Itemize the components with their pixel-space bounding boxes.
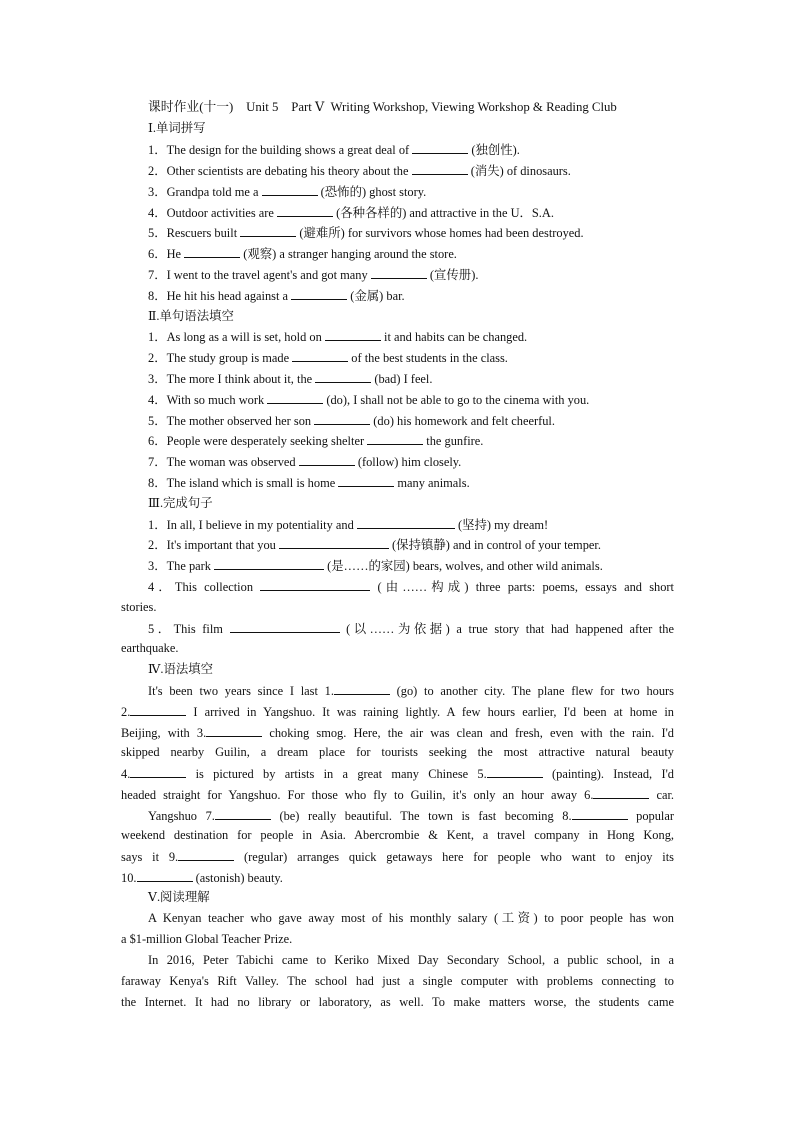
reading-line: the Internet. It had no library or laboratory, as well. To make matters worse, the students came <box>121 995 674 1009</box>
answer-blank[interactable] <box>178 848 234 861</box>
passage-text: Yangshuo 7. <box>148 809 215 823</box>
reading-line: a $1-million Global Teacher Prize. <box>121 932 293 946</box>
passage-text: It's been two years since I last 1. <box>148 684 334 698</box>
completion-question <box>148 516 794 533</box>
question-text: 5．This film <box>148 622 230 636</box>
answer-blank[interactable] <box>292 349 348 362</box>
grammar-question <box>148 328 794 345</box>
answer-blank[interactable] <box>267 391 323 404</box>
question-text: of the best students in the class. <box>348 351 508 365</box>
answer-blank[interactable] <box>412 141 468 154</box>
completion-question <box>148 536 794 553</box>
question-text: 2．It's important that you <box>148 538 279 552</box>
vocab-question <box>148 141 794 158</box>
answer-blank[interactable] <box>184 245 240 258</box>
question-text: (do), I shall not be able to go to the cinema with you. <box>323 393 590 407</box>
question-text: (保持镇静) and in control of your temper. <box>388 538 601 552</box>
completion-question <box>148 578 674 595</box>
question-text: (坚持) my dream! <box>454 518 549 532</box>
answer-blank[interactable] <box>130 765 186 778</box>
answer-blank[interactable] <box>357 516 455 529</box>
question-text: 4．With so much work <box>148 393 268 407</box>
question-text: 1．In all, I believe in my potentiality and <box>148 518 357 532</box>
section-heading-sentence-completion: Ⅲ.完成句子 <box>148 496 213 510</box>
grammar-question <box>148 453 794 470</box>
passage-line: weekend destination for people in Asia. Abercrombie & Kent, a travel company in Hong Kong, <box>121 828 674 842</box>
vocab-question <box>148 183 794 200</box>
reading-line: In 2016, Peter Tabichi came to Keriko Mixed Day Secondary School, a public school, in a <box>148 953 674 967</box>
question-text: (宣传册). <box>426 268 479 282</box>
question-text: 8．The island which is small is home <box>148 476 339 490</box>
question-text: 3．Grandpa told me a <box>148 185 262 199</box>
passage-line <box>121 765 674 782</box>
answer-blank[interactable] <box>260 578 370 591</box>
question-text: 6．He <box>148 247 185 261</box>
passage-line <box>148 807 674 824</box>
reading-line: faraway Kenya's Rift Valley. The school had just a single computer with problems connecting to <box>121 974 674 988</box>
passage-text: 4. <box>121 767 131 781</box>
question-text: 2．Other scientists are debating his theory about the <box>148 164 412 178</box>
question-text: 8．He hit his head against a <box>148 289 292 303</box>
passage-text: (regular) arranges quick getaways here for people who want to enjoy its <box>234 850 674 864</box>
vocab-question <box>148 162 794 179</box>
question-text: 3．The park <box>148 559 215 573</box>
completion-question <box>148 620 674 637</box>
question-text: it and habits can be changed. <box>380 330 528 344</box>
question-text: (消失) of dinosaurs. <box>467 164 571 178</box>
passage-text: (astonish) beauty. <box>192 871 283 885</box>
question-text: (follow) him closely. <box>354 455 462 469</box>
answer-blank[interactable] <box>291 287 347 300</box>
completion-question <box>148 557 794 574</box>
reading-line: A Kenyan teacher who gave away most of his monthly salary (工资) to poor people has won <box>148 911 674 925</box>
question-text: 7．The woman was observed <box>148 455 299 469</box>
answer-blank[interactable] <box>325 328 381 341</box>
question-text: (bad) I feel. <box>371 372 433 386</box>
answer-blank[interactable] <box>215 807 271 820</box>
passage-line <box>148 682 674 699</box>
page-title: 课时作业(十一) Unit 5 Part Ⅴ Writing Workshop, Viewing Workshop & Reading Club <box>148 100 617 114</box>
answer-blank[interactable] <box>130 703 186 716</box>
question-text: (是……的家园) bears, wolves, and other wild animals. <box>324 559 603 573</box>
answer-blank[interactable] <box>137 869 193 882</box>
passage-text: headed straight for Yangshuo. For those who fly to Guilin, it's only an hour away 6. <box>121 788 594 802</box>
grammar-question <box>148 370 794 387</box>
answer-blank[interactable] <box>593 786 649 799</box>
answer-blank[interactable] <box>487 765 543 778</box>
passage-line: skipped nearby Guilin, a dream place for tourists seeking the most attractive natural beauty <box>121 745 674 759</box>
question-text: (观察) a stranger hanging around the store. <box>240 247 457 261</box>
passage-text: 2. <box>121 705 131 719</box>
question-text: 4．This collection <box>148 580 261 594</box>
grammar-question <box>148 432 794 449</box>
grammar-question <box>148 412 794 429</box>
passage-text: popular <box>627 809 674 823</box>
section-heading-vocabulary: Ⅰ.单词拼写 <box>148 121 206 135</box>
question-text: 6．People were desperately seeking shelter <box>148 434 368 448</box>
answer-blank[interactable] <box>299 453 355 466</box>
vocab-question <box>148 224 794 241</box>
question-text-continuation: earthquake. <box>121 641 179 655</box>
question-text: the gunfire. <box>423 434 484 448</box>
question-text: many animals. <box>394 476 470 490</box>
passage-text: Beijing, with 3. <box>121 726 207 740</box>
question-text: 5．The mother observed her son <box>148 414 315 428</box>
passage-line <box>121 786 674 803</box>
answer-blank[interactable] <box>334 682 390 695</box>
answer-blank[interactable] <box>338 474 394 487</box>
passage-text: (be) really beautiful. The town is fast becoming 8. <box>270 809 572 823</box>
passage-text: choking smog. Here, the air was clean and fresh, even with the rain. I'd <box>262 726 674 740</box>
answer-blank[interactable] <box>214 557 324 570</box>
question-text: (以……为依据) a true story that had happened after the <box>339 622 674 636</box>
answer-blank[interactable] <box>412 162 468 175</box>
answer-blank[interactable] <box>262 183 318 196</box>
passage-text: (go) to another city. The plane flew for two hours <box>389 684 674 698</box>
question-text: 5．Rescuers built <box>148 226 241 240</box>
question-text-continuation: stories. <box>121 600 157 614</box>
answer-blank[interactable] <box>315 370 371 383</box>
passage-line <box>121 848 674 865</box>
question-text: 1．As long as a will is set, hold on <box>148 330 325 344</box>
question-text: (避难所) for survivors whose homes had been destroyed. <box>296 226 584 240</box>
answer-blank[interactable] <box>314 412 370 425</box>
question-text: 4．Outdoor activities are <box>148 206 278 220</box>
grammar-question <box>148 349 794 366</box>
answer-blank[interactable] <box>371 266 427 279</box>
grammar-question <box>148 391 794 408</box>
passage-text: car. <box>649 788 674 802</box>
vocab-question <box>148 204 794 221</box>
passage-text: I arrived in Yangshuo. It was raining lightly. A few hours earlier, I'd been at home in <box>186 705 674 719</box>
vocab-question <box>148 266 794 283</box>
vocab-question <box>148 245 794 262</box>
answer-blank[interactable] <box>277 204 333 217</box>
passage-line <box>121 724 674 741</box>
grammar-question <box>148 474 794 491</box>
answer-blank[interactable] <box>240 224 296 237</box>
section-heading-grammar-fill: Ⅱ.单句语法填空 <box>148 309 234 323</box>
question-text: (由……构成) three parts: poems, essays and short <box>370 580 674 594</box>
question-text: 3．The more I think about it, the <box>148 372 316 386</box>
answer-blank[interactable] <box>572 807 628 820</box>
question-text: (do) his homework and felt cheerful. <box>370 414 555 428</box>
vocab-question <box>148 287 794 304</box>
passage-text: says it 9. <box>121 850 179 864</box>
passage-line <box>121 869 674 886</box>
answer-blank[interactable] <box>279 536 389 549</box>
passage-text: 10. <box>121 871 137 885</box>
question-text: (独创性). <box>468 143 520 157</box>
passage-text: (painting). Instead, I'd <box>542 767 675 781</box>
question-text: (各种各样的) and attractive in the U．S.A. <box>333 206 554 220</box>
answer-blank[interactable] <box>367 432 423 445</box>
answer-blank[interactable] <box>230 620 340 633</box>
passage-line <box>121 703 674 720</box>
section-heading-reading: Ⅴ.阅读理解 <box>148 890 210 904</box>
section-heading-passage-fill: Ⅳ.语法填空 <box>148 662 214 676</box>
question-text: 2．The study group is made <box>148 351 293 365</box>
question-text: 7．I went to the travel agent's and got many <box>148 268 371 282</box>
answer-blank[interactable] <box>206 724 262 737</box>
passage-text: is pictured by artists in a great many Chinese 5. <box>186 767 487 781</box>
question-text: 1．The design for the building shows a great deal of <box>148 143 413 157</box>
question-text: (金属) bar. <box>347 289 405 303</box>
question-text: (恐怖的) ghost story. <box>317 185 427 199</box>
